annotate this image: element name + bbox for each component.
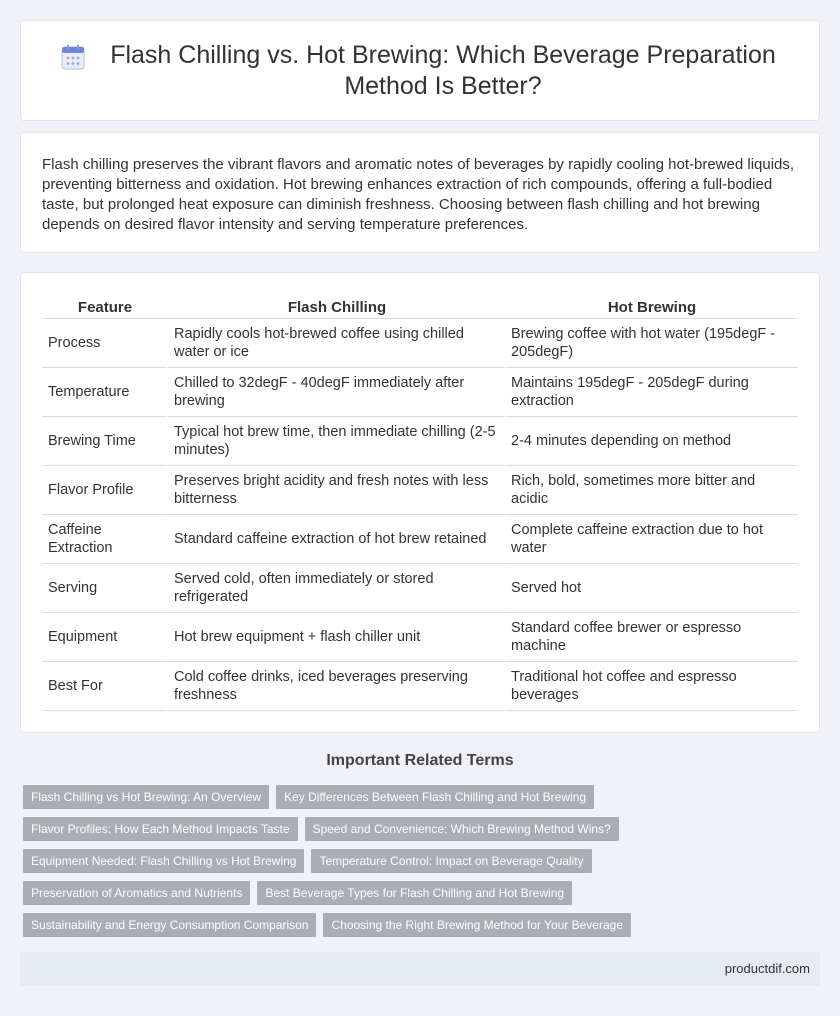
hot-brewing-cell: Standard coffee brewer or espresso machine [506, 613, 798, 662]
related-term-link[interactable]: Choosing the Right Brewing Method for Your Beverage [323, 913, 631, 937]
flash-chilling-cell: Standard caffeine extraction of hot brew retained [168, 515, 506, 564]
related-terms-heading: Important Related Terms [326, 752, 514, 769]
hot-brewing-cell: Complete caffeine extraction due to hot water [506, 515, 798, 564]
flash-chilling-cell: Typical hot brew time, then immediate chilling (2-5 minutes) [168, 417, 506, 466]
hot-brewing-cell: 2-4 minutes depending on method [506, 417, 798, 466]
header-card [20, 20, 820, 121]
table-row [42, 466, 798, 515]
table-row [42, 564, 798, 613]
table-row [42, 368, 798, 417]
flash-chilling-cell: Cold coffee drinks, iced beverages preserving freshness [168, 662, 506, 711]
feature-cell: Best For [42, 662, 168, 711]
footer [20, 952, 820, 986]
flash-chilling-cell: Preserves bright acidity and fresh notes with less bitterness [168, 466, 506, 515]
hot-brewing-cell: Served hot [506, 564, 798, 613]
calendar-icon [61, 44, 85, 70]
related-term-link[interactable]: Best Beverage Types for Flash Chilling and Hot Brewing [257, 881, 572, 905]
tag-row [23, 913, 823, 937]
flash-chilling-cell: Served cold, often immediately or stored refrigerated [168, 564, 506, 613]
table-header-row [42, 295, 798, 319]
table-row [42, 515, 798, 564]
related-term-link[interactable]: Flash Chilling vs Hot Brewing: An Overview [23, 785, 269, 809]
feature-cell: Temperature [42, 368, 168, 417]
flash-chilling-cell: Chilled to 32degF - 40degF immediately after brewing [168, 368, 506, 417]
feature-cell: Caffeine Extraction [42, 515, 168, 564]
hot-brewing-cell: Maintains 195degF - 205degF during extraction [506, 368, 798, 417]
table-row [42, 417, 798, 466]
column-header-hot-brewing: Hot Brewing [506, 295, 798, 319]
feature-cell: Flavor Profile [42, 466, 168, 515]
hot-brewing-cell: Traditional hot coffee and espresso beverages [506, 662, 798, 711]
feature-cell: Brewing Time [42, 417, 168, 466]
related-term-link[interactable]: Temperature Control: Impact on Beverage Quality [311, 849, 591, 873]
tag-row [23, 881, 823, 905]
related-term-link[interactable]: Key Differences Between Flash Chilling and Hot Brewing [276, 785, 594, 809]
related-term-link[interactable]: Sustainability and Energy Consumption Comparison [23, 913, 316, 937]
column-header-flash-chilling: Flash Chilling [168, 295, 506, 319]
table-row [42, 662, 798, 711]
feature-cell: Process [42, 319, 168, 368]
tag-row [23, 817, 823, 841]
feature-cell: Serving [42, 564, 168, 613]
related-term-link[interactable]: Preservation of Aromatics and Nutrients [23, 881, 250, 905]
column-header-feature: Feature [42, 295, 168, 319]
page-title: Flash Chilling vs. Hot Brewing: Which Beverage Preparation Method Is Better? [110, 40, 776, 100]
table-row [42, 319, 798, 368]
feature-cell: Equipment [42, 613, 168, 662]
related-term-link[interactable]: Flavor Profiles: How Each Method Impacts Taste [23, 817, 298, 841]
flash-chilling-cell: Rapidly cools hot-brewed coffee using chilled water or ice [168, 319, 506, 368]
intro-paragraph: Flash chilling preserves the vibrant flavors and aromatic notes of beverages by rapidly cooling hot-brewed liquids, preventing bitterness and oxidation. Hot brewing enhances extraction of rich compounds, offering a full-bodied taste, but prolonged heat exposure can diminish freshness. Choosing between flash chilling and hot brewing depends on desired flavor intensity and serving temperature preferences. [42, 156, 795, 233]
hot-brewing-cell: Rich, bold, sometimes more bitter and acidic [506, 466, 798, 515]
table-row [42, 613, 798, 662]
tag-row [23, 849, 823, 873]
related-term-link[interactable]: Speed and Convenience: Which Brewing Method Wins? [305, 817, 619, 841]
hot-brewing-cell: Brewing coffee with hot water (195degF - 205degF) [506, 319, 798, 368]
comparison-table-card [20, 272, 820, 733]
tag-row [23, 785, 823, 809]
related-term-link[interactable]: Equipment Needed: Flash Chilling vs Hot Brewing [23, 849, 304, 873]
comparison-table [42, 295, 798, 711]
flash-chilling-cell: Hot brew equipment + flash chiller unit [168, 613, 506, 662]
related-terms-list [23, 785, 823, 945]
intro-card [20, 132, 820, 253]
footer-site-link[interactable]: productdif.com [724, 961, 810, 976]
